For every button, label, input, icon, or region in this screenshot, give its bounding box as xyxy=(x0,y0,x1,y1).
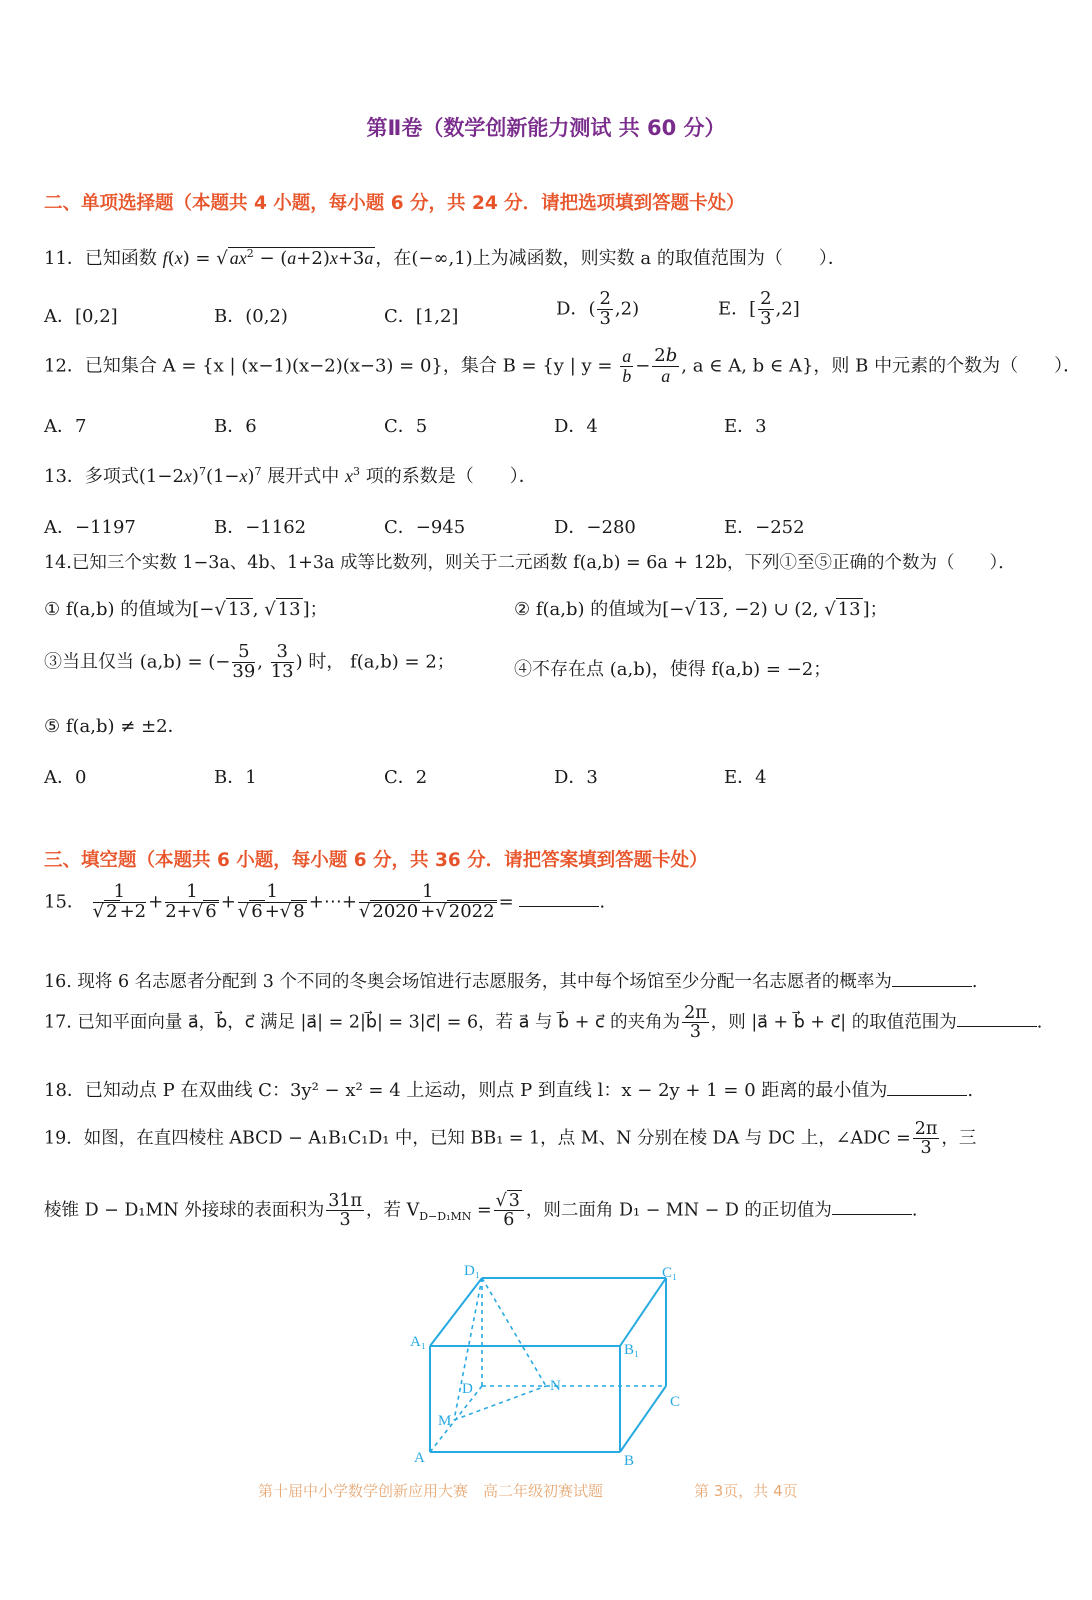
footer-page-number: 第 3页，共 4页 xyxy=(694,1482,798,1500)
footer-contest-name: 第十届中小学数学创新应用大赛 高二年级初赛试题 xyxy=(258,1482,604,1500)
question-15: 15． $\frac{1}{√ 2 +2}$ + $\frac{1}{2+√ 6}$ + $\frac{1}{√ 6 +√ 8}$ +⋯+ $\frac{1}{√ 2020 +√ 2022}$ = . xyxy=(44,881,606,922)
q14-statement-5: ⑤ f(a,b) ≠ ±2． xyxy=(44,716,186,737)
section-2-heading: 二、单项选择题（本题共 4 小题，每小题 6 分，共 24 分．请把选项填到答题卡处） xyxy=(44,193,745,214)
q13-option-d: D．−280 xyxy=(554,517,636,538)
q12-option-a: A．7 xyxy=(44,416,87,437)
question-17: 17. 已知平面向量 a⃗，b⃗，c⃗ 满足 |a⃗| = 2|b⃗| = 3|c⃗| = 6，若 a⃗ 与 b⃗ + c⃗ 的夹角为 $\frac{2\pi}{3}$ ，则 |a⃗ + b⃗ + c⃗| 的取值范围为 . xyxy=(44,1003,1043,1043)
edge-bc xyxy=(620,1386,666,1452)
q14-statement-3: ③当且仅当 (a,b) = (− $\frac{5}{39}$ , $\frac{3}{13}$ ) 时， f(a,b) = 2； xyxy=(44,641,455,682)
q12-option-e: E．3 xyxy=(724,416,767,437)
q14-statement-2: ② f(a,b) 的值域为[−√ 13 , −2) ∪ (2, √ 13 ]； xyxy=(514,599,888,620)
q11-option-b: B．(0,2) xyxy=(214,306,288,327)
q13-option-e: E．−252 xyxy=(724,517,805,538)
label-m: M xyxy=(438,1413,452,1429)
q12-option-b: B．6 xyxy=(214,416,257,437)
question-19-line-1: 19．如图，在直四棱柱 ABCD − A₁B₁C₁D₁ 中，已知 BB₁ = 1，点 M、N 分别在棱 DA 与 DC 上，∠ADC = $\frac{2\pi}{3}$ ，三 xyxy=(44,1119,977,1159)
label-n: N xyxy=(550,1378,561,1394)
label-c1: C₁ xyxy=(662,1265,678,1281)
edge-b1c1 xyxy=(620,1278,666,1346)
edge-a1d1 xyxy=(430,1278,482,1346)
q13-option-c: C．−945 xyxy=(384,517,466,538)
q13-option-a: A．−1197 xyxy=(44,517,136,538)
q14-option-c: C．2 xyxy=(384,767,428,788)
q13-option-b: B．−1162 xyxy=(214,517,307,538)
edge-d1n xyxy=(482,1278,546,1386)
question-19-line-2: 棱锥 D − D₁MN 外接球的表面积为 $\frac{31\pi}{3}$ ，若 $V_{D-D_1MN}$ = $\frac{√ 3}{6}$ ，则二面角 D₁ − MN − D 的正切值为 . xyxy=(44,1191,918,1231)
q12-option-c: C．5 xyxy=(384,416,428,437)
question-13: 13．多项式$(1-2x)^7(1-x)^7$ 展开式中 $x^3$ 项的系数是（ ）． xyxy=(44,465,537,487)
label-a1: A₁ xyxy=(410,1334,427,1350)
label-d1: D₁ xyxy=(464,1263,481,1279)
q11-option-d: D．( $\frac{2}{3}$ ,2) xyxy=(556,288,640,329)
question-16: 16. 现将 6 名志愿者分配到 3 个不同的冬奥会场馆进行志愿服务，其中每个场馆至少分配一名志愿者的概率为 . xyxy=(44,972,978,992)
label-c: C xyxy=(670,1394,681,1410)
q11-option-e: E．[ $\frac{2}{3}$ ,2] xyxy=(718,288,800,329)
label-d: D xyxy=(462,1381,473,1397)
section-3-heading: 三、填空题（本题共 6 小题，每小题 6 分，共 36 分．请把答案填到答题卡处） xyxy=(44,850,708,871)
q14-option-e: E．4 xyxy=(724,767,767,788)
question-12: 12．已知集合 A = {x | (x−1)(x−2)(x−3) = 0}，集合 B = {y | y = $\frac{a}{b}$ − $\frac{2b}{a}$ , a ∈ A, b ∈ A}，则 B 中元素的个数为（ ）． xyxy=(44,345,1082,386)
q11-option-c: C．[1,2] xyxy=(384,306,459,327)
q14-option-d: D．3 xyxy=(554,767,598,788)
q14-statement-4: ④不存在点 (a,b)，使得 f(a,b) = −2； xyxy=(514,659,832,680)
q14-option-b: B．1 xyxy=(214,767,257,788)
prism-figure xyxy=(400,1262,700,1472)
q14-option-a: A．0 xyxy=(44,767,87,788)
edge-d1m xyxy=(454,1278,482,1420)
question-14: 14.已知三个实数 1−3a、4b、1+3a 成等比数列，则关于二元函数 f(a,b) = 6a + 12b，下列①至⑤正确的个数为（ ）． xyxy=(44,553,1016,573)
q14-statement-1: ① f(a,b) 的值域为[−√ 13 , √ 13 ]； xyxy=(44,599,328,620)
page-title: 第Ⅱ卷（数学创新能力测试 共 60 分） xyxy=(366,116,726,140)
label-b1: B₁ xyxy=(624,1342,640,1358)
q11-option-a: A．[0,2] xyxy=(44,306,118,327)
question-18: 18．已知动点 P 在双曲线 C：3y² − x² = 4 上运动，则点 P 到直线 l：x − 2y + 1 = 0 距离的最小值为 . xyxy=(44,1080,974,1101)
label-b: B xyxy=(624,1453,635,1469)
label-a: A xyxy=(414,1450,425,1466)
q12-option-d: D．4 xyxy=(554,416,598,437)
question-11: 11．已知函数 f(x) = √ $ax^2 - (a+2)x+3a$ ，在(−∞,1)上为减函数，则实数 a 的取值范围为（ ）． xyxy=(44,247,846,269)
